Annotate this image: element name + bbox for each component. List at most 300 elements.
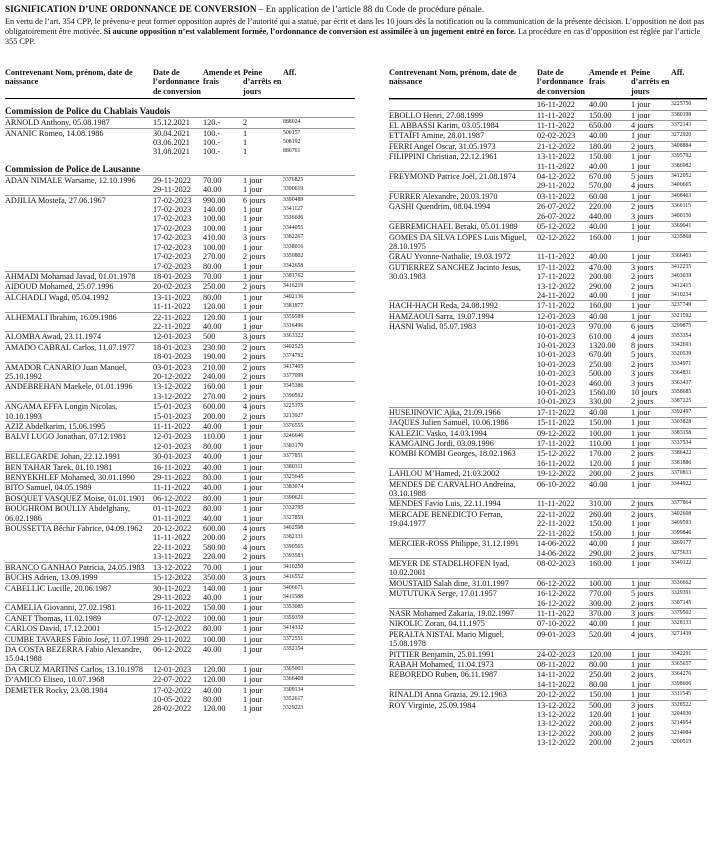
notice-title-bold: SIGNIFICATION D’UNE ORDONNANCE DE CONVERSION bbox=[5, 4, 257, 14]
fine-amount: 600.00 bbox=[203, 402, 226, 412]
contravenant-name: HASNI Walid, 05.07.1983 bbox=[389, 322, 477, 332]
header-name: Contrevenant Nom, prénom, date de naissance bbox=[5, 68, 133, 87]
detention-days: 4 jours bbox=[631, 629, 654, 639]
conversion-date: 31.08.2021 bbox=[153, 147, 190, 157]
case-number: 3352617 bbox=[283, 695, 304, 702]
detention-days: 1 jour bbox=[243, 312, 263, 322]
case-number: 3327859 bbox=[283, 514, 304, 521]
conversion-date: 12-01-2023 bbox=[153, 432, 192, 442]
header-date: Date de l’ordonnance de conversion bbox=[537, 68, 585, 96]
fine-amount: 150.00 bbox=[589, 110, 612, 120]
fine-amount: 370.00 bbox=[589, 608, 612, 618]
detention-days: 5 jours bbox=[631, 172, 654, 182]
detention-days: 1 jour bbox=[243, 292, 263, 302]
detention-days: 1 jour bbox=[631, 418, 651, 428]
fine-amount: 40.00 bbox=[203, 185, 222, 195]
contravenant-name: FERRI Angel Oscar, 31.05.1973 bbox=[389, 141, 496, 151]
detention-days: 3 jours bbox=[243, 573, 266, 583]
fine-amount: 1560.00 bbox=[589, 388, 616, 397]
case-number: 3213927 bbox=[283, 412, 304, 419]
fine-amount: 40.00 bbox=[203, 644, 222, 654]
case-number: 3377099 bbox=[283, 372, 304, 379]
contravenant-name: BRANCO GANHAO Patricia, 24.05.1983 bbox=[5, 562, 145, 572]
conversion-date: 11-11-2022 bbox=[153, 422, 191, 431]
detention-days: 1 jour bbox=[631, 428, 651, 438]
case-number: 3410250 bbox=[283, 563, 304, 570]
detention-days: 1 jour bbox=[243, 704, 263, 714]
conversion-date: 24-11-2022 bbox=[537, 290, 575, 300]
fine-amount: 40.00 bbox=[203, 592, 222, 602]
conversion-date: 11-11-2022 bbox=[153, 302, 191, 312]
list-item bbox=[5, 482, 355, 492]
fine-amount: 670.00 bbox=[589, 172, 612, 182]
detention-days: 1 jour bbox=[243, 185, 263, 195]
detention-days: 2 jours bbox=[631, 509, 654, 519]
contravenant-name: CANET Thomas, 11.02.1989 bbox=[5, 613, 102, 623]
case-number: 3358685 bbox=[671, 389, 692, 395]
list-item bbox=[389, 141, 707, 151]
conversion-date: 17-11-2022 bbox=[537, 262, 575, 272]
fine-amount: 120.00 bbox=[203, 675, 226, 685]
conversion-date: 15-11-2022 bbox=[537, 418, 575, 428]
case-number: 888024 bbox=[283, 119, 301, 126]
detention-days: 1 jour bbox=[243, 473, 263, 483]
case-number: 3214084 bbox=[671, 729, 692, 736]
conversion-date: 10-01-2023 bbox=[537, 322, 576, 332]
fine-amount: 250.00 bbox=[589, 670, 612, 680]
conversion-date: 29-11-2022 bbox=[153, 185, 191, 195]
detention-days: 1 jour bbox=[243, 175, 263, 185]
contravenant-name: NASR Mohamed Zakaria, 19.02.1997 bbox=[389, 608, 515, 618]
fine-amount: 200.00 bbox=[203, 411, 226, 421]
detention-days: 5 jours bbox=[631, 350, 654, 360]
detention-days: 1 jour bbox=[243, 422, 263, 431]
detention-days: 8 jours bbox=[631, 340, 654, 350]
fine-amount: 200.00 bbox=[589, 738, 612, 748]
detention-days: 2 jours bbox=[631, 202, 654, 212]
detention-days: 1 jour bbox=[243, 562, 263, 572]
list-item bbox=[5, 331, 355, 341]
contravenant-name: REBOREDO Ruben, 06.11.1987 bbox=[389, 670, 498, 680]
fine-amount: 40.00 bbox=[589, 539, 608, 549]
list-item bbox=[389, 191, 707, 201]
contravenant-name: GRAU Yvonne-Nathalie, 19.03.1972 bbox=[389, 252, 511, 262]
case-number: 3359589 bbox=[283, 313, 304, 320]
fine-amount: 160.00 bbox=[203, 382, 226, 392]
detention-days: 1 jour bbox=[243, 694, 263, 704]
detention-days: 1 jour bbox=[243, 214, 263, 224]
detention-days: 1 jour bbox=[631, 710, 651, 719]
contravenant-name: BOUGHROM BOULLY Abdelghany, 06.02.1986 bbox=[5, 504, 131, 523]
conversion-date: 10-01-2023 bbox=[537, 359, 576, 369]
detention-days: 1 jour bbox=[243, 271, 263, 281]
detention-days: 1 jour bbox=[631, 100, 651, 110]
case-number: 3383158 bbox=[671, 429, 692, 436]
case-number: 3380198 bbox=[671, 111, 692, 118]
detention-days: 2 jours bbox=[631, 670, 654, 680]
detention-days: 1 jour bbox=[631, 232, 651, 242]
case-number: 3311545 bbox=[671, 691, 692, 698]
fine-amount: 150.00 bbox=[589, 152, 612, 162]
fine-amount: 80.00 bbox=[589, 679, 608, 689]
case-number: 3359359 bbox=[283, 614, 304, 621]
conversion-date: 21-12-2022 bbox=[537, 141, 576, 151]
list-item bbox=[389, 99, 707, 109]
conversion-date: 17-02-2023 bbox=[153, 252, 192, 262]
case-number: 3402525 bbox=[283, 343, 304, 350]
fine-amount: 120.00 bbox=[203, 312, 226, 322]
fine-amount: 330.00 bbox=[589, 397, 612, 407]
conversion-date: 17-11-2022 bbox=[537, 407, 575, 417]
fine-amount: 190.00 bbox=[203, 352, 226, 362]
detention-days: 2 jours bbox=[243, 362, 266, 372]
contravenant-name: FILIPPINI Christian, 22.12.1961 bbox=[389, 152, 498, 162]
contravenant-name: EL ABBASSI Karim, 03.05.1984 bbox=[389, 121, 499, 131]
detention-days: 1 jour bbox=[243, 452, 263, 462]
fine-amount: 80.00 bbox=[203, 261, 222, 271]
list-item bbox=[389, 700, 707, 748]
case-number: 3328133 bbox=[671, 620, 692, 627]
fine-amount: 520.00 bbox=[589, 629, 612, 639]
conversion-date: 26-07-2022 bbox=[537, 202, 576, 212]
conversion-date: 17-02-2023 bbox=[153, 214, 192, 224]
fine-amount: 250.00 bbox=[589, 359, 612, 369]
fine-amount: 580.00 bbox=[203, 542, 226, 552]
conversion-date: 17-02-2022 bbox=[153, 685, 192, 695]
conversion-date: 03-11-2022 bbox=[537, 191, 575, 201]
detention-days: 1 jour bbox=[243, 441, 263, 451]
conversion-date: 14-06-2022 bbox=[537, 548, 576, 558]
conversion-date: 15-01-2023 bbox=[153, 411, 192, 421]
conversion-date: 17-02-2023 bbox=[153, 205, 192, 215]
contravenant-name: MUTUTUKA Serge, 17.01.1957 bbox=[389, 589, 497, 599]
detention-days: 4 jours bbox=[243, 542, 266, 552]
list-item bbox=[5, 128, 355, 157]
detention-days: 3 jours bbox=[631, 608, 654, 618]
fine-amount: 410.00 bbox=[203, 233, 226, 243]
fine-amount: 220.00 bbox=[203, 552, 226, 562]
conversion-date: 17-02-2023 bbox=[153, 223, 192, 233]
case-number: 3200519 bbox=[671, 739, 692, 746]
fine-amount: 1320.00 bbox=[589, 340, 616, 350]
fine-amount: 770.00 bbox=[589, 589, 612, 599]
detention-days: 2 bbox=[243, 118, 248, 128]
detention-days: 2 jours bbox=[631, 548, 654, 558]
case-number: 3380311 bbox=[283, 463, 304, 470]
case-number: 3416552 bbox=[283, 574, 304, 581]
detention-days: 1 jour bbox=[631, 161, 651, 171]
fine-amount: 290.00 bbox=[589, 281, 612, 291]
conversion-date: 29-11-2022 bbox=[153, 592, 191, 602]
conversion-date: 01-11-2022 bbox=[153, 504, 191, 514]
conversion-date: 04-12-2022 bbox=[537, 172, 576, 182]
contravenant-name: ALHEMALI Ibrahim, 16.09.1986 bbox=[5, 312, 117, 322]
conversion-date: 10-01-2023 bbox=[537, 369, 576, 379]
fine-amount: 40.00 bbox=[203, 462, 222, 472]
left-column-body bbox=[5, 106, 355, 714]
list-item bbox=[5, 175, 355, 195]
fine-amount: 220.00 bbox=[589, 202, 612, 212]
detention-days: 4 jours bbox=[631, 331, 654, 341]
detention-days: 1 bbox=[243, 147, 248, 157]
conversion-date: 03-01-2023 bbox=[153, 362, 192, 372]
fine-amount: 100.00 bbox=[203, 634, 226, 644]
fine-amount: 120.00 bbox=[589, 458, 612, 468]
detention-days: 1 jour bbox=[631, 649, 651, 659]
case-number: 3365657 bbox=[671, 660, 692, 667]
detention-days: 6 jours bbox=[631, 322, 654, 332]
fine-amount: 120.00 bbox=[203, 302, 226, 312]
detention-days: 1 jour bbox=[243, 592, 263, 602]
case-number: 3334971 bbox=[671, 360, 692, 367]
case-number: 3377851 bbox=[283, 453, 304, 460]
list-item bbox=[389, 669, 707, 689]
fine-amount: 40.00 bbox=[589, 290, 608, 300]
case-number: 3408884 bbox=[671, 142, 692, 149]
list-item bbox=[389, 130, 707, 140]
detention-days: 3 jours bbox=[243, 332, 266, 342]
contravenant-name: CARLOS David, 17.12.2001 bbox=[5, 624, 101, 634]
detention-days: 3 jours bbox=[631, 211, 654, 221]
contravenant-name: MENDES DE CARVALHO Andreina, 03.10.1988 bbox=[389, 479, 516, 499]
fine-amount: 80.00 bbox=[203, 694, 222, 704]
conversion-date: 20-12-2022 bbox=[153, 371, 192, 381]
case-number: 3382131 bbox=[283, 534, 304, 541]
contravenant-name: ANDEBREHAN Maekele, 01.01.1996 bbox=[5, 382, 133, 392]
conversion-date: 13-11-2022 bbox=[153, 292, 191, 302]
fine-amount: 40.00 bbox=[589, 479, 608, 489]
list-item bbox=[5, 523, 355, 562]
conversion-date: 07-12-2022 bbox=[153, 613, 192, 623]
fine-amount: 40.00 bbox=[203, 685, 222, 695]
case-number: 3403039 bbox=[671, 273, 692, 280]
case-number: 3338016 bbox=[283, 243, 304, 250]
conversion-date: 11-11-2022 bbox=[537, 252, 575, 262]
list-item bbox=[5, 431, 355, 451]
conversion-date: 13-12-2022 bbox=[153, 382, 192, 392]
fine-amount: 40.00 bbox=[589, 100, 608, 110]
case-number: 3332795 bbox=[283, 505, 304, 512]
contravenant-name: KAMGAING Jordi, 03.09.1996 bbox=[389, 439, 494, 449]
case-number: 3372551 bbox=[283, 635, 304, 642]
conversion-date: 22-11-2022 bbox=[537, 528, 575, 538]
detention-days: 1 jour bbox=[243, 664, 263, 674]
list-item bbox=[389, 171, 707, 191]
detention-days: 6 jours bbox=[243, 195, 266, 205]
conversion-date: 15-12-2022 bbox=[153, 624, 192, 634]
contravenant-name: FURRER Alexandre, 20.03.1970 bbox=[389, 191, 498, 201]
list-item bbox=[389, 498, 707, 508]
conversion-date: 29-11-2022 bbox=[153, 175, 191, 185]
case-number: 3376825 bbox=[283, 176, 304, 183]
case-number: 3329223 bbox=[283, 705, 304, 712]
conversion-date: 16-11-2022 bbox=[537, 458, 575, 468]
contravenant-name: AMADOR CANARIO Juan Manuel, 25.10.1992 bbox=[5, 362, 127, 381]
fine-amount: 970.00 bbox=[589, 322, 612, 332]
fine-amount: 230.00 bbox=[203, 342, 226, 352]
case-number: 3365003 bbox=[283, 665, 304, 672]
list-item bbox=[389, 538, 707, 558]
case-number: 3342693 bbox=[671, 341, 692, 348]
case-number: 3410234 bbox=[671, 291, 692, 298]
contravenant-name: MERCADE BENEDICTO Ferran, 19.04.1977 bbox=[389, 509, 503, 529]
fine-amount: 70.00 bbox=[203, 562, 222, 572]
case-number: 3390489 bbox=[283, 196, 304, 203]
detention-days: 2 jours bbox=[631, 449, 654, 459]
conversion-date: 05-12-2022 bbox=[537, 222, 576, 232]
case-number: 3409593 bbox=[671, 520, 692, 527]
header-aff: Aff. bbox=[671, 68, 685, 77]
detention-days: 1 jour bbox=[243, 261, 263, 271]
list-item bbox=[5, 644, 355, 664]
fine-amount: 40.00 bbox=[203, 452, 222, 462]
detention-days: 1 jour bbox=[631, 301, 651, 311]
list-item bbox=[389, 407, 707, 417]
detention-days: 1 jour bbox=[631, 458, 651, 468]
contravenant-name: ETTAÏFI Amine, 28.01.1987 bbox=[389, 131, 485, 141]
fine-amount: 40.00 bbox=[589, 131, 608, 141]
conversion-date: 12-01-2023 bbox=[153, 332, 192, 342]
detention-days: 3 jours bbox=[631, 700, 654, 710]
fine-amount: 250.00 bbox=[203, 282, 226, 292]
case-number: 3316496 bbox=[283, 322, 304, 329]
case-number: 3390619 bbox=[283, 186, 304, 193]
detention-days: 1 jour bbox=[243, 644, 263, 654]
case-number: 3381886 bbox=[671, 459, 692, 466]
list-item bbox=[389, 311, 707, 321]
conversion-date: 01-11-2022 bbox=[153, 513, 191, 523]
conversion-date: 26-07-2022 bbox=[537, 211, 576, 221]
conversion-date: 22-11-2022 bbox=[153, 312, 191, 322]
case-number: 3364831 bbox=[671, 370, 692, 377]
case-number: 3400150 bbox=[671, 212, 692, 219]
detention-days: 1 jour bbox=[631, 528, 651, 538]
list-item bbox=[5, 381, 355, 401]
detention-days: 1 jour bbox=[631, 479, 651, 489]
case-number: 3416219 bbox=[283, 283, 304, 290]
conversion-date: 14-11-2022 bbox=[537, 679, 575, 689]
contravenant-name: ADAN NIMALE Warsame, 12.10.1996 bbox=[5, 175, 136, 185]
case-number: 3414332 bbox=[283, 625, 304, 632]
fine-amount: 470.00 bbox=[589, 262, 612, 272]
conversion-date: 13-12-2022 bbox=[153, 391, 192, 401]
detention-days: 1 jour bbox=[243, 205, 263, 215]
contravenant-name: HACH-HACH Reda, 24.08.1992 bbox=[389, 301, 498, 311]
conversion-date: 09-12-2022 bbox=[537, 428, 576, 438]
list-item bbox=[5, 664, 355, 674]
case-number: 3369041 bbox=[671, 223, 692, 230]
conversion-date: 22-11-2022 bbox=[537, 509, 575, 519]
detention-days: 2 jours bbox=[243, 533, 266, 543]
conversion-date: 03.06.2021 bbox=[153, 138, 190, 148]
case-number: 3204930 bbox=[671, 711, 692, 717]
fine-amount: 160.00 bbox=[589, 558, 612, 568]
conversion-date: 18-01-2023 bbox=[153, 342, 192, 352]
case-number: 3329391 bbox=[671, 590, 692, 597]
detention-days: 2 jours bbox=[631, 397, 654, 407]
case-number: 3328522 bbox=[671, 701, 692, 708]
list-item bbox=[5, 634, 355, 644]
conversion-date: 10-01-2023 bbox=[537, 331, 576, 341]
conversion-date: 10-01-2023 bbox=[537, 378, 576, 388]
intro-text-1: En vertu de l’art. 354 CPP, le prévenu-e peut former opposition auprès de l’autorité qui a statué, par écrit et dans les 10 jours dès la notification ou la communication de la présente décision. L’opposition ne doit pas obligatoirement être motivée. bbox=[5, 17, 705, 36]
case-number: 3214954 bbox=[671, 720, 692, 727]
contravenant-name: ANGAMA EFFA Longin Nicolas, 10.10.1993 bbox=[5, 402, 118, 421]
list-item bbox=[5, 493, 355, 503]
case-number: 3393583 bbox=[283, 553, 304, 560]
notice-intro bbox=[5, 17, 708, 47]
detention-days: 2 jours bbox=[243, 342, 266, 352]
fine-amount: 100.00 bbox=[203, 214, 226, 224]
conversion-date: 28-02-2022 bbox=[153, 704, 192, 714]
fine-amount: 110.00 bbox=[203, 432, 226, 442]
case-number: 3381877 bbox=[283, 303, 304, 310]
case-number: 3400665 bbox=[671, 182, 692, 189]
conversion-date: 11-11-2022 bbox=[537, 110, 575, 120]
case-number: 3412415 bbox=[671, 282, 692, 289]
fine-amount: 270.00 bbox=[203, 391, 226, 401]
fine-amount: 300.00 bbox=[589, 598, 612, 608]
contravenant-name: D’AMICO Eliseo, 10.07.1968 bbox=[5, 675, 105, 685]
fine-amount: 500.00 bbox=[589, 369, 612, 379]
contravenant-name: EBOLLO Henri, 27.08.1999 bbox=[389, 110, 483, 120]
case-number: 3303828 bbox=[671, 419, 692, 426]
detention-days: 2 jours bbox=[631, 499, 654, 509]
list-item bbox=[389, 201, 707, 221]
detention-days: 2 jours bbox=[243, 411, 266, 421]
case-number: 3406671 bbox=[283, 584, 304, 591]
intro-text-bold: Si aucune opposition n’est valablement formée, l’ordonnance de conversion est assimilée à un jugement entré en force. bbox=[103, 27, 517, 36]
list-item bbox=[389, 649, 707, 659]
list-item bbox=[389, 468, 707, 478]
detention-days: 2 jours bbox=[243, 552, 266, 562]
fine-amount: 100.00 bbox=[589, 578, 612, 588]
conversion-date: 14-06-2022 bbox=[537, 539, 576, 549]
list-item bbox=[5, 342, 355, 362]
conversion-date: 15-12-2022 bbox=[537, 449, 576, 459]
case-number: 3299875 bbox=[671, 323, 692, 330]
case-number: 3353354 bbox=[671, 332, 692, 339]
conversion-date: 17-02-2023 bbox=[153, 261, 192, 271]
contravenant-name: PITTIER Benjamin, 25.01.1991 bbox=[389, 649, 495, 659]
detention-days: 4 jours bbox=[243, 524, 266, 534]
list-item bbox=[389, 321, 707, 407]
contravenant-name: BEN TAHAR Tarek, 01.10.1981 bbox=[5, 462, 113, 472]
fine-amount: 40.00 bbox=[589, 252, 608, 262]
conversion-date: 17-02-2023 bbox=[153, 242, 192, 252]
fine-amount: 70.00 bbox=[203, 271, 222, 281]
detention-days: 1 jour bbox=[631, 659, 651, 669]
list-item bbox=[5, 281, 355, 291]
conversion-date: 10-01-2023 bbox=[537, 397, 576, 407]
case-number: 3417405 bbox=[283, 363, 304, 370]
detention-days: 2 jours bbox=[631, 141, 654, 151]
contravenant-name: BALVI LUGO Jonathan, 07.12.1981 bbox=[5, 432, 127, 442]
case-number: 3350802 bbox=[283, 253, 304, 260]
fine-amount: 290.00 bbox=[589, 548, 612, 558]
conversion-date: 11-11-2022 bbox=[153, 483, 191, 493]
detention-days: 1 bbox=[243, 128, 248, 138]
contravenant-name: BITO Samuel, 04.05.1989 bbox=[5, 483, 92, 493]
detention-days: 2 jours bbox=[243, 252, 266, 262]
list-item bbox=[5, 462, 355, 472]
case-number: 3325645 bbox=[283, 474, 304, 481]
conversion-date: 29-11-2022 bbox=[537, 181, 575, 191]
contravenant-name: BELLEGARDE Johan, 22.12.1991 bbox=[5, 452, 121, 462]
contravenant-name: ANANIC Romeo, 14.08.1986 bbox=[5, 128, 104, 138]
fine-amount: 990.00 bbox=[203, 195, 226, 205]
detention-days: 2 jours bbox=[631, 738, 654, 748]
